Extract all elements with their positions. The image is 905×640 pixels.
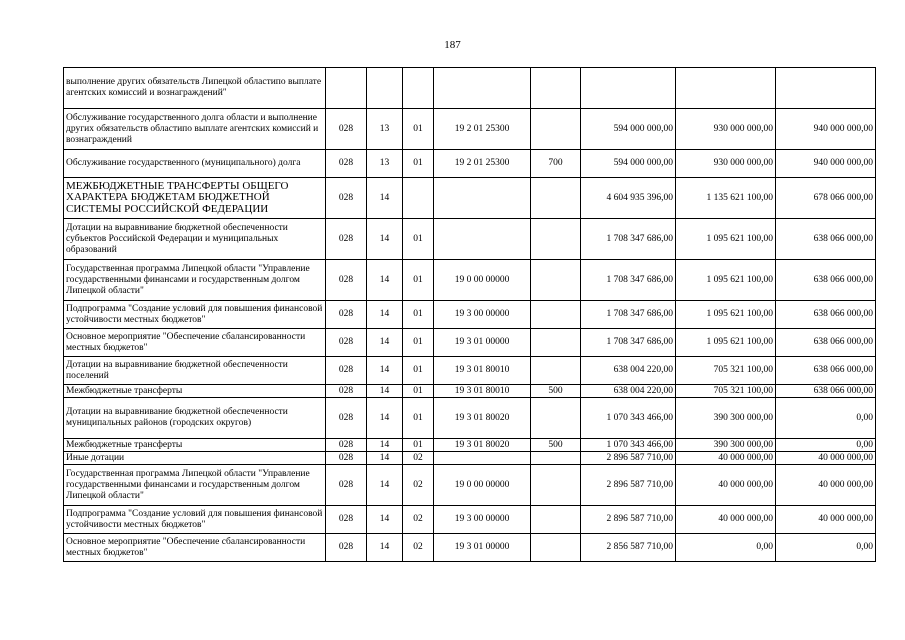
cell-csr — [434, 452, 531, 465]
cell-csr: 19 3 01 80020 — [434, 439, 531, 452]
table-row — [64, 385, 876, 398]
cell-pr: 01 — [403, 439, 434, 452]
cell-year-2: 0,00 — [676, 534, 776, 562]
cell-name: Подпрограмма "Создание условий для повышения финансовой устойчивости местных бюджетов" — [64, 506, 326, 534]
cell-year-2: 1 135 621 100,00 — [676, 178, 776, 219]
cell-gl: 028 — [326, 506, 367, 534]
table-row — [64, 178, 876, 219]
table-row — [64, 357, 876, 385]
cell-rz: 13 — [367, 150, 403, 178]
cell-gl: 028 — [326, 150, 367, 178]
cell-csr: 19 0 00 00000 — [434, 260, 531, 301]
cell-name: Дотации на выравнивание бюджетной обеспеченности муниципальных районов (городских округов) — [64, 398, 326, 439]
cell-year-1: 594 000 000,00 — [581, 109, 676, 150]
cell-vr — [531, 357, 581, 385]
cell-pr: 01 — [403, 357, 434, 385]
cell-gl: 028 — [326, 439, 367, 452]
cell-year-3: 0,00 — [776, 534, 876, 562]
cell-name: Государственная программа Липецкой области "Управление государственными финансами и государственным долгом Липецкой области" — [64, 465, 326, 506]
cell-name: Межбюджетные трансферты — [64, 385, 326, 398]
cell-gl: 028 — [326, 178, 367, 219]
cell-pr: 01 — [403, 260, 434, 301]
table-row — [64, 398, 876, 439]
cell-rz: 14 — [367, 178, 403, 219]
cell-csr: 19 3 01 00000 — [434, 329, 531, 357]
cell-name: Основное мероприятие "Обеспечение сбалансированности местных бюджетов" — [64, 534, 326, 562]
cell-name: Основное мероприятие "Обеспечение сбалансированности местных бюджетов" — [64, 329, 326, 357]
cell-csr — [434, 178, 531, 219]
cell-gl: 028 — [326, 465, 367, 506]
cell-pr: 02 — [403, 452, 434, 465]
cell-year-1: 638 004 220,00 — [581, 385, 676, 398]
cell-rz: 14 — [367, 452, 403, 465]
cell-vr — [531, 219, 581, 260]
table-row — [64, 68, 876, 109]
cell-year-1 — [581, 68, 676, 109]
cell-name: Обслуживание государственного долга области и выполнение других обязательств областипо выплате агентских комиссий и вознаграждений — [64, 109, 326, 150]
cell-year-3 — [776, 68, 876, 109]
cell-csr: 19 2 01 25300 — [434, 150, 531, 178]
budget-table — [63, 67, 876, 562]
cell-rz: 14 — [367, 260, 403, 301]
cell-year-3: 638 066 000,00 — [776, 301, 876, 329]
table-row — [64, 109, 876, 150]
cell-csr: 19 3 01 00000 — [434, 534, 531, 562]
cell-vr: 700 — [531, 150, 581, 178]
cell-pr: 01 — [403, 301, 434, 329]
cell-rz: 14 — [367, 357, 403, 385]
table-row — [64, 452, 876, 465]
cell-vr: 500 — [531, 439, 581, 452]
cell-name: выполнение других обязательств Липецкой областипо выплате агентских комиссий и вознаграждений" — [64, 68, 326, 109]
cell-csr: 19 0 00 00000 — [434, 465, 531, 506]
cell-gl: 028 — [326, 534, 367, 562]
cell-vr — [531, 465, 581, 506]
cell-name: МЕЖБЮДЖЕТНЫЕ ТРАНСФЕРТЫ ОБЩЕГО ХАРАКТЕРА БЮДЖЕТАМ БЮДЖЕТНОЙ СИСТЕМЫ РОССИЙСКОЙ ФЕДЕРАЦИИ — [64, 178, 326, 219]
cell-rz: 14 — [367, 219, 403, 260]
cell-year-2 — [676, 68, 776, 109]
cell-rz: 14 — [367, 301, 403, 329]
cell-vr — [531, 178, 581, 219]
cell-year-2: 390 300 000,00 — [676, 439, 776, 452]
cell-year-1: 2 896 587 710,00 — [581, 465, 676, 506]
cell-year-3: 638 066 000,00 — [776, 329, 876, 357]
cell-pr — [403, 68, 434, 109]
cell-year-3: 40 000 000,00 — [776, 452, 876, 465]
cell-year-1: 1 070 343 466,00 — [581, 439, 676, 452]
cell-vr — [531, 398, 581, 439]
cell-gl: 028 — [326, 385, 367, 398]
cell-pr: 01 — [403, 329, 434, 357]
cell-year-1: 1 708 347 686,00 — [581, 329, 676, 357]
table-row — [64, 465, 876, 506]
cell-gl: 028 — [326, 301, 367, 329]
cell-rz: 14 — [367, 398, 403, 439]
table-row — [64, 439, 876, 452]
cell-year-1: 638 004 220,00 — [581, 357, 676, 385]
cell-rz: 14 — [367, 534, 403, 562]
cell-vr — [531, 68, 581, 109]
cell-csr — [434, 219, 531, 260]
cell-year-3: 40 000 000,00 — [776, 465, 876, 506]
cell-vr: 500 — [531, 385, 581, 398]
cell-pr: 01 — [403, 219, 434, 260]
table-row — [64, 219, 876, 260]
cell-year-1: 1 708 347 686,00 — [581, 260, 676, 301]
cell-gl — [326, 68, 367, 109]
cell-rz: 14 — [367, 506, 403, 534]
cell-gl: 028 — [326, 109, 367, 150]
cell-pr — [403, 178, 434, 219]
cell-csr: 19 3 01 80010 — [434, 357, 531, 385]
cell-name: Дотации на выравнивание бюджетной обеспеченности поселений — [64, 357, 326, 385]
cell-name: Государственная программа Липецкой области "Управление государственными финансами и государственным долгом Липецкой области" — [64, 260, 326, 301]
cell-csr — [434, 68, 531, 109]
cell-year-2: 705 321 100,00 — [676, 385, 776, 398]
cell-vr — [531, 109, 581, 150]
cell-year-2: 40 000 000,00 — [676, 452, 776, 465]
cell-pr: 01 — [403, 385, 434, 398]
cell-rz: 14 — [367, 385, 403, 398]
cell-pr: 01 — [403, 398, 434, 439]
cell-year-2: 1 095 621 100,00 — [676, 219, 776, 260]
page-number: 187 — [444, 39, 461, 51]
cell-year-3: 638 066 000,00 — [776, 219, 876, 260]
cell-pr: 01 — [403, 150, 434, 178]
cell-name: Межбюджетные трансферты — [64, 439, 326, 452]
cell-csr: 19 3 01 80020 — [434, 398, 531, 439]
cell-pr: 01 — [403, 109, 434, 150]
table-row — [64, 329, 876, 357]
cell-rz: 14 — [367, 329, 403, 357]
cell-rz: 14 — [367, 439, 403, 452]
cell-csr: 19 3 01 80010 — [434, 385, 531, 398]
table-row — [64, 301, 876, 329]
cell-year-2: 40 000 000,00 — [676, 465, 776, 506]
cell-year-1: 2 896 587 710,00 — [581, 506, 676, 534]
cell-year-3: 638 066 000,00 — [776, 260, 876, 301]
cell-year-3: 638 066 000,00 — [776, 357, 876, 385]
cell-name: Дотации на выравнивание бюджетной обеспеченности субъектов Российской Федерации и муниципальных образований — [64, 219, 326, 260]
cell-year-2: 390 300 000,00 — [676, 398, 776, 439]
cell-year-2: 930 000 000,00 — [676, 109, 776, 150]
cell-pr: 02 — [403, 465, 434, 506]
cell-year-1: 594 000 000,00 — [581, 150, 676, 178]
cell-year-1: 1 708 347 686,00 — [581, 301, 676, 329]
cell-csr: 19 3 00 00000 — [434, 301, 531, 329]
cell-gl: 028 — [326, 357, 367, 385]
cell-year-2: 930 000 000,00 — [676, 150, 776, 178]
cell-year-2: 1 095 621 100,00 — [676, 260, 776, 301]
cell-year-3: 638 066 000,00 — [776, 385, 876, 398]
cell-name: Иные дотации — [64, 452, 326, 465]
cell-vr — [531, 301, 581, 329]
cell-name: Подпрограмма "Создание условий для повышения финансовой устойчивости местных бюджетов" — [64, 301, 326, 329]
table-row — [64, 150, 876, 178]
table-row — [64, 260, 876, 301]
cell-rz — [367, 68, 403, 109]
cell-year-1: 1 708 347 686,00 — [581, 219, 676, 260]
cell-rz: 14 — [367, 465, 403, 506]
cell-vr — [531, 534, 581, 562]
cell-year-2: 705 321 100,00 — [676, 357, 776, 385]
cell-year-3: 940 000 000,00 — [776, 109, 876, 150]
cell-csr: 19 2 01 25300 — [434, 109, 531, 150]
cell-vr — [531, 506, 581, 534]
cell-gl: 028 — [326, 452, 367, 465]
cell-year-2: 1 095 621 100,00 — [676, 329, 776, 357]
cell-year-2: 1 095 621 100,00 — [676, 301, 776, 329]
cell-csr: 19 3 00 00000 — [434, 506, 531, 534]
cell-year-3: 40 000 000,00 — [776, 506, 876, 534]
table-row — [64, 506, 876, 534]
cell-gl: 028 — [326, 260, 367, 301]
cell-pr: 02 — [403, 506, 434, 534]
cell-year-1: 1 070 343 466,00 — [581, 398, 676, 439]
cell-gl: 028 — [326, 219, 367, 260]
cell-year-1: 2 896 587 710,00 — [581, 452, 676, 465]
cell-vr — [531, 260, 581, 301]
cell-year-3: 0,00 — [776, 398, 876, 439]
cell-year-3: 0,00 — [776, 439, 876, 452]
cell-gl: 028 — [326, 398, 367, 439]
cell-pr: 02 — [403, 534, 434, 562]
cell-name: Обслуживание государственного (муниципального) долга — [64, 150, 326, 178]
cell-year-1: 2 856 587 710,00 — [581, 534, 676, 562]
cell-vr — [531, 329, 581, 357]
cell-rz: 13 — [367, 109, 403, 150]
cell-year-3: 678 066 000,00 — [776, 178, 876, 219]
cell-gl: 028 — [326, 329, 367, 357]
cell-year-1: 4 604 935 396,00 — [581, 178, 676, 219]
table-row — [64, 534, 876, 562]
cell-year-3: 940 000 000,00 — [776, 150, 876, 178]
cell-vr — [531, 452, 581, 465]
cell-year-2: 40 000 000,00 — [676, 506, 776, 534]
